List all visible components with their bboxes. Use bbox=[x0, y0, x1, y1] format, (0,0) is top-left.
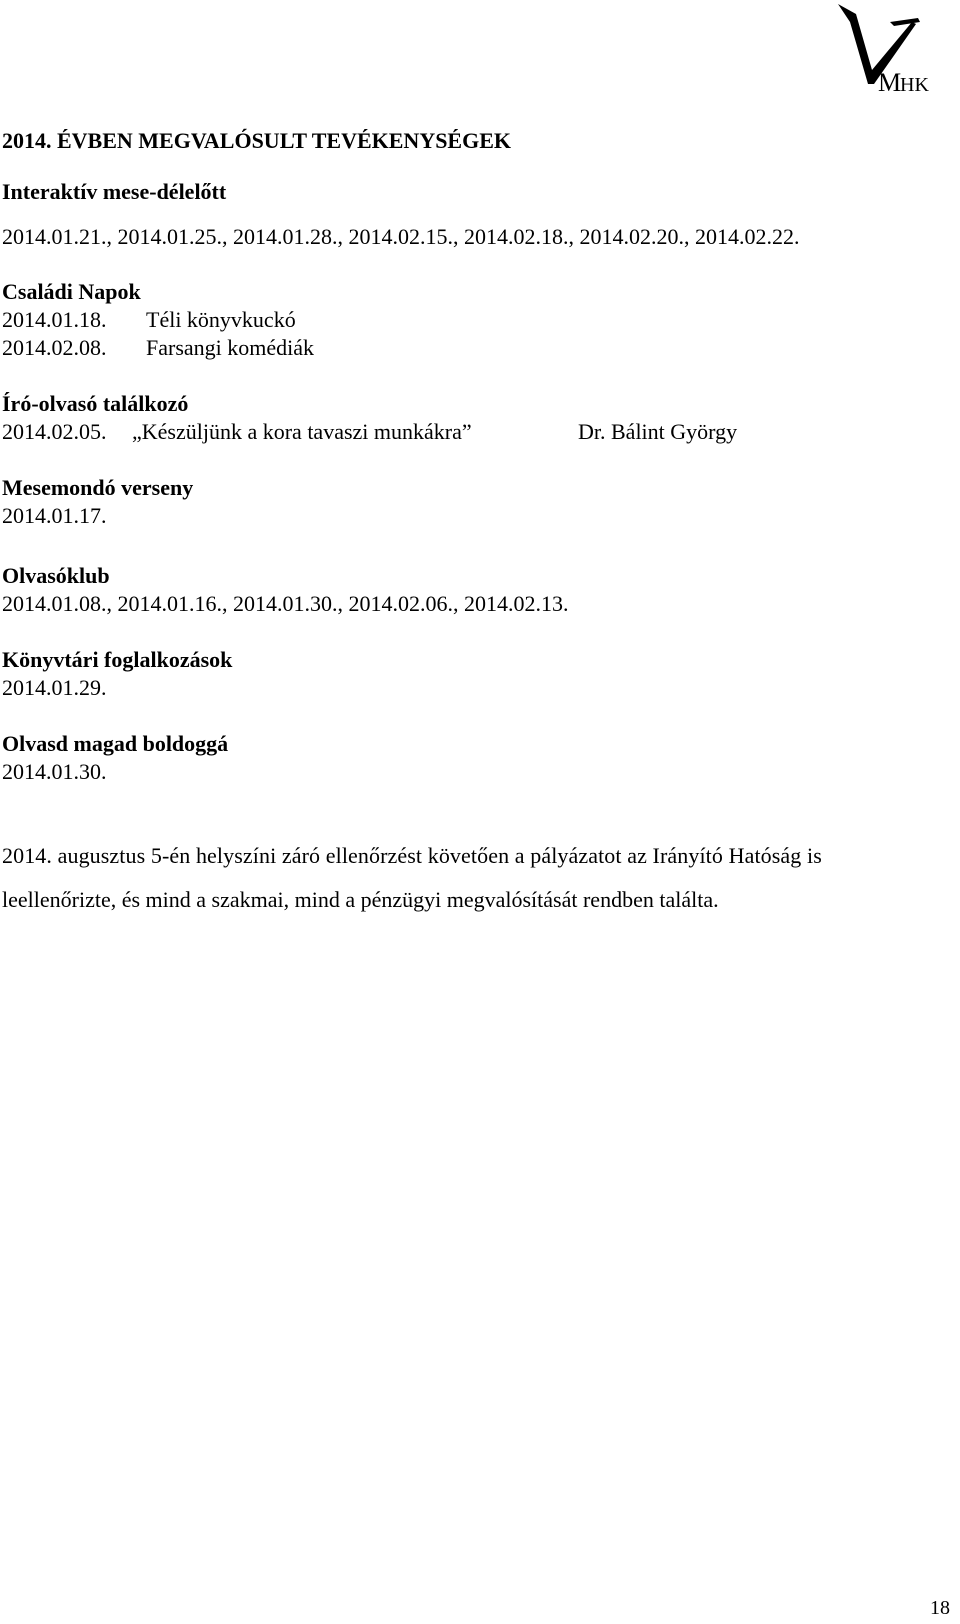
csaladi-row-date: 2014.01.18. bbox=[2, 307, 107, 332]
page-title: 2014. ÉVBEN MEGVALÓSULT TEVÉKENYSÉGEK bbox=[2, 128, 512, 153]
csaladi-row bbox=[2, 335, 314, 361]
olvasd-date: 2014.01.30. bbox=[2, 759, 107, 784]
iro-row bbox=[2, 419, 737, 445]
section-heading-konyvtari: Könyvtári foglalkozások bbox=[2, 647, 233, 672]
vmhk-logo bbox=[834, 0, 960, 100]
section-heading-mesemondo: Mesemondó verseny bbox=[2, 475, 194, 500]
csaladi-row-title: Téli könyvkuckó bbox=[146, 307, 296, 332]
mese-dates: 2014.01.21., 2014.01.25., 2014.01.28., 2014.02.15., 2014.02.18., 2014.02.20., 2014.02.22. bbox=[2, 224, 800, 249]
section-heading-csaladi: Családi Napok bbox=[2, 279, 141, 304]
section-heading-iro: Író-olvasó találkozó bbox=[2, 391, 189, 416]
csaladi-row bbox=[2, 307, 296, 333]
page-number: 18 bbox=[930, 1597, 950, 1619]
mesemondo-date: 2014.01.17. bbox=[2, 503, 107, 528]
v-logo-icon bbox=[834, 0, 960, 100]
logo-letters-hk: HK bbox=[900, 74, 929, 96]
iro-date: 2014.02.05. bbox=[2, 419, 107, 444]
closing-paragraph-line-2: leellenőrizte, és mind a szakmai, mind a pénzügyi megvalósítását rendben találta. bbox=[2, 887, 719, 912]
csaladi-row-title: Farsangi komédiák bbox=[146, 335, 315, 360]
closing-paragraph-line-1: 2014. augusztus 5-én helyszíni záró ellenőrzést követően a pályázatot az Irányító Hatóság is bbox=[2, 843, 822, 868]
logo-letter-m: M bbox=[878, 68, 902, 97]
section-heading-olvasd: Olvasd magad boldoggá bbox=[2, 731, 229, 756]
section-heading-olvasoklub: Olvasóklub bbox=[2, 563, 110, 588]
section-heading-mese: Interaktív mese-délelőtt bbox=[2, 179, 227, 204]
iro-guest: Dr. Bálint György bbox=[578, 419, 738, 444]
konyvtari-date: 2014.01.29. bbox=[2, 675, 107, 700]
olvasoklub-dates: 2014.01.08., 2014.01.16., 2014.01.30., 2014.02.06., 2014.02.13. bbox=[2, 591, 569, 616]
csaladi-row-date: 2014.02.08. bbox=[2, 335, 107, 360]
iro-title: „Készüljünk a kora tavaszi munkákra” bbox=[132, 419, 472, 444]
